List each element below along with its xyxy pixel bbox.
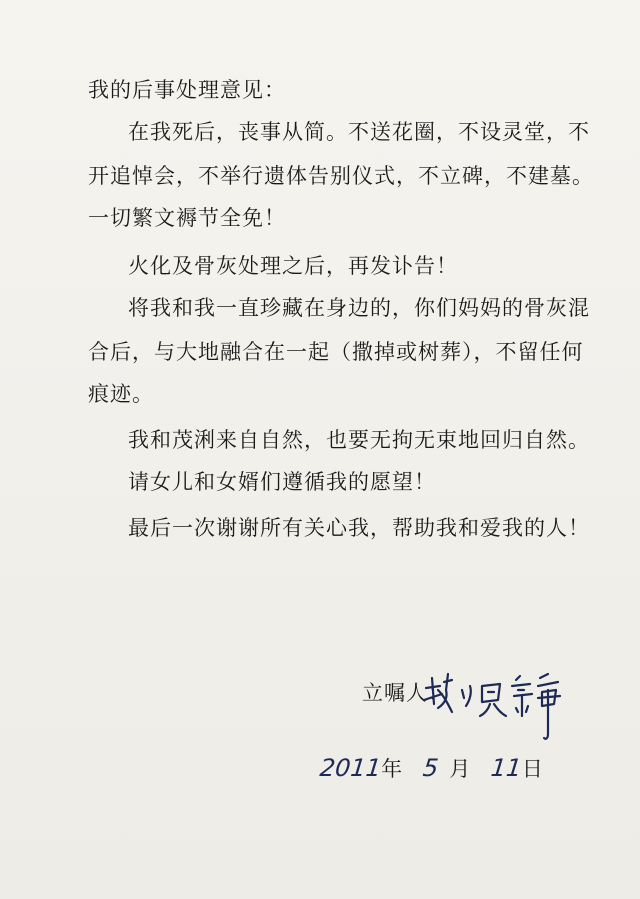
date-month-unit: 月 xyxy=(449,757,471,781)
paragraph-line: 在我死后，丧事从简。不送花圈，不设灵堂，不 xyxy=(128,120,590,144)
paragraph-line: 开追悼会，不举行遗体告别仪式，不立碑，不建墓。 xyxy=(88,164,594,188)
date-day: 11 xyxy=(489,754,524,782)
handwritten-signature xyxy=(418,660,568,750)
paragraph-line: 合后，与大地融合在一起（撒掉或树葬），不留任何 xyxy=(88,340,584,364)
date-line xyxy=(320,756,543,781)
paragraph-line: 火化及骨灰处理之后，再发讣告！ xyxy=(128,254,458,278)
paragraph-line: 请女儿和女婿们遵循我的愿望！ xyxy=(128,470,436,494)
paragraph-line: 将我和我一直珍藏在身边的，你们妈妈的骨灰混 xyxy=(128,296,590,320)
paragraph-line: 痕迹。 xyxy=(88,382,154,406)
paragraph-line: 我和茂浰来自自然，也要无拘无束地回归自然。 xyxy=(128,428,590,452)
date-day-unit: 日 xyxy=(521,757,543,781)
date-year: 2011 xyxy=(318,754,383,782)
date-year-unit: 年 xyxy=(381,757,403,781)
date-month: 5 xyxy=(421,754,440,782)
paragraph-line: 最后一次谢谢所有关心我，帮助我和爱我的人！ xyxy=(128,516,590,540)
document-heading: 我的后事处理意见： xyxy=(88,78,286,102)
paragraph-line: 一切繁文褥节全免！ xyxy=(88,206,286,230)
signer-label: 立嘱人： xyxy=(362,681,450,705)
